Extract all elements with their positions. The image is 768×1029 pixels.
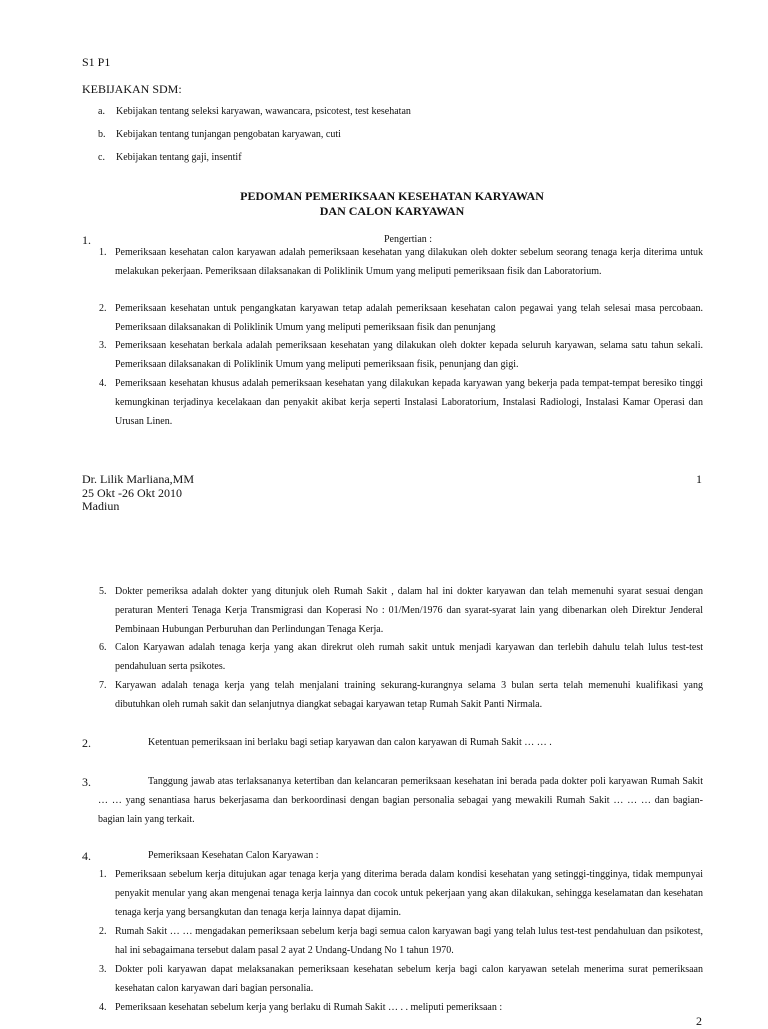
list-marker: b.: [98, 129, 106, 140]
list-item: Pemeriksaan kesehatan khusus adalah pemeriksaan kesehatan yang dilakukan kepada karyawan yang bekerja pada tempat-tempat beresiko tinggi kemungkinan terjadinya kecelakaan dan penyakit akibat kerja seperti Instalasi Laboratorium, Instalasi Radiologi, Instalasi Kamar Operasi dan Urusan Linen.: [115, 378, 703, 427]
list-item: Dokter pemeriksa adalah dokter yang ditunjuk oleh Rumah Sakit , dalam hal ini dokter karyawan dan telah memenuhi syarat sesuai dengan peraturan Menteri Tenaga Kerja Transmigrasi dan Koperasi No : 01/Men/1976 dan syarat-syarat lain yang dibenarkan oleh Direktur Jenderal Pembinaan Hubungan Perburuhan dan Perlindungan Tenaga Kerja.: [115, 586, 703, 635]
policy-title: KEBIJAKAN SDM:: [82, 82, 182, 96]
list-item: Kebijakan tentang seleksi karyawan, wawancara, psicotest, test kesehatan: [116, 106, 411, 117]
list-item: Pemeriksaan kesehatan untuk pengangkatan karyawan tetap adalah pemeriksaan kesehatan calon pegawai yang telah selesai masa percobaan. Pemeriksaan dilaksanakan di Poliklinik Umum yang meliputi pemeriksaan fisik dan penunjang: [115, 303, 703, 333]
section-text: Tanggung jawab atas terlaksananya ketertiban dan kelancaran pemeriksaan kesehatan ini berada pada dokter poli karyawan Rumah Sakit … … yang senantiasa harus bekerjasama dan berkoordinasi dengan bagian personalia sebagai yang mewakili Rumah Sakit … … … dan bagian-bagian lain yang terkait.: [98, 776, 703, 825]
list-item: Kebijakan tentang tunjangan pengobatan karyawan, cuti: [116, 129, 341, 140]
list-item: Rumah Sakit … … mengadakan pemeriksaan sebelum kerja bagi semua calon karyawan bagi yang telah lulus test-test pendahuluan dan psikotest, hal ini sebagaimana tersebut dalam pasal 2 ayat 2 Undang-Undang No 1 tahun 1970.: [115, 926, 703, 956]
document-title-line2: DAN CALON KARYAWAN: [319, 204, 465, 218]
footer-author: Dr. Lilik Marliana,MM: [82, 472, 194, 486]
list-item: Kebijakan tentang gaji, insentif: [116, 152, 242, 163]
list-item: Calon Karyawan adalah tenaga kerja yang akan direkrut oleh rumah sakit untuk menjadi karyawan dan terlebih dahulu telah lulus test-test pendahuluan serta psikotes.: [115, 642, 703, 672]
footer-place: Madiun: [82, 499, 120, 513]
document-title-line1: PEDOMAN PEMERIKSAAN KESEHATAN KARYAWAN: [240, 189, 544, 203]
list-marker: 3.: [99, 964, 107, 975]
page-number: 2: [696, 1014, 702, 1028]
list-item: Pemeriksaan kesehatan calon karyawan adalah pemeriksaan kesehatan yang dilakukan oleh dokter sebelum seorang tenaga kerja diterima untuk melakukan pekerjaan. Pemeriksaan dilaksanakan di Poliklinik Umum yang meliputi pemeriksaan fisik dan Laboratorium.: [115, 247, 703, 277]
section-number: 2.: [82, 736, 91, 750]
list-item: Pemeriksaan sebelum kerja ditujukan agar tenaga kerja yang diterima berada dalam kondisi kesehatan yang setinggi-tingginya, tidak mempunyai penyakit menular yang akan mengenai tenaga kerja lainnya dan cocok untuk pekerjaan yang akan dilakukan, sehingga keselamatan dan kesehatan tenaga kerja yang bersangkutan dan tenaga kerja lainnya dapat dijamin.: [115, 869, 703, 918]
footer-date: 25 Okt -26 Okt 2010: [82, 486, 182, 500]
list-marker: 2.: [99, 926, 107, 937]
list-marker: 6.: [99, 642, 107, 653]
list-marker: 1.: [99, 869, 107, 880]
list-marker: 4.: [99, 378, 107, 389]
list-item: Pemeriksaan kesehatan sebelum kerja yang berlaku di Rumah Sakit … . . meliputi pemeriksaan :: [115, 1002, 503, 1013]
section-number: 3.: [82, 775, 91, 789]
section-heading: Pengertian :: [384, 234, 433, 245]
page-number: 1: [696, 472, 702, 486]
list-marker: c.: [98, 152, 105, 163]
section-number: 4.: [82, 849, 91, 863]
list-marker: 1.: [99, 247, 107, 258]
section-text: Ketentuan pemeriksaan ini berlaku bagi setiap karyawan dan calon karyawan di Rumah Sakit … … .: [148, 737, 552, 748]
list-item: Karyawan adalah tenaga kerja yang telah menjalani training sekurang-kurangnya selama 3 bulan serta telah memenuhi kualifikasi yang dibutuhkan oleh rumah sakit dan selanjutnya diangkat sebagai karyawan tetap Rumah Sakit Panti Nirmala.: [115, 680, 703, 710]
list-marker: 5.: [99, 586, 107, 597]
section-number: 1.: [82, 233, 91, 247]
list-item: Dokter poli karyawan dapat melaksanakan pemeriksaan kesehatan sebelum kerja bagi calon karyawan setelah menerima surat pemeriksaan kesehatan calon karyawan dari bagian personalia.: [115, 964, 703, 994]
list-item: Pemeriksaan kesehatan berkala adalah pemeriksaan kesehatan yang dilakukan oleh dokter kepada seluruh karyawan, selama satu tahun sekali. Pemeriksaan dilaksanakan di Poliklinik Umum yang meliputi pemeriksaan fisik, penunjang dan gigi.: [115, 340, 703, 370]
list-marker: 2.: [99, 303, 107, 314]
list-marker: a.: [98, 106, 105, 117]
page-header-code: S1 P1: [82, 55, 111, 69]
section-heading: Pemeriksaan Kesehatan Calon Karyawan :: [148, 850, 319, 861]
list-marker: 4.: [99, 1002, 107, 1013]
list-marker: 3.: [99, 340, 107, 351]
list-marker: 7.: [99, 680, 107, 691]
